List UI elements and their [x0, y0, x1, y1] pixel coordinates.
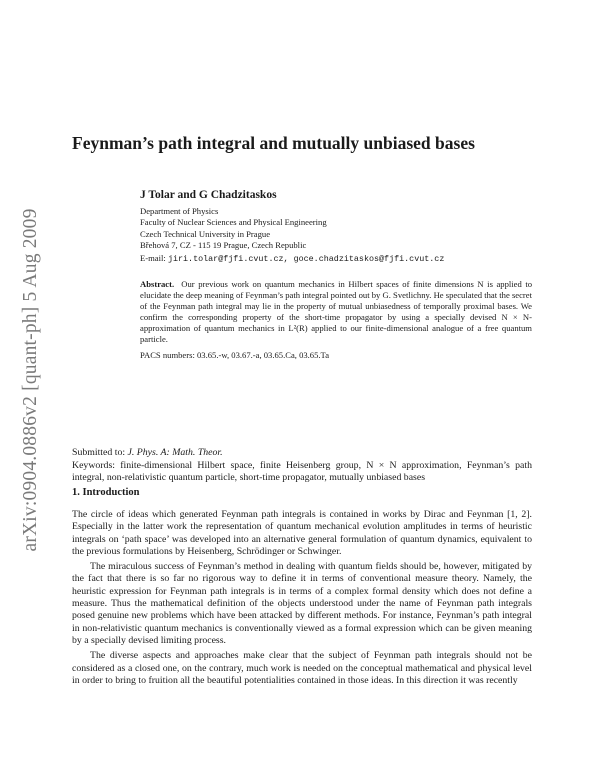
arxiv-identifier-stamp [16, 190, 46, 570]
paragraph: The diverse aspects and approaches make clear that the subject of Feynman path integrals should not be considered as a closed one, on the contrary, much work is needed on the conceptual mathematical and physical level in order to bring to fruition all the beautiful potentialities contained in those ideas. In this direction it was recently [72, 650, 532, 686]
abstract-text: Our previous work on quantum mechanics in Hilbert spaces of finite dimensions N is applied to elucidate the deep meaning of Feynman’s path integral pointed out by G. Svetlichny. He speculated that the secret of the Feynman path integral may lie in the property of mutual unbiasedness of temporally proximal bases. We confirm the corresponding property of the short-time propagator by using a specially devised N × N-approximation of quantum mechanics in L²(R) applied to our finite-dimensional analogue of a free quantum particle. [140, 279, 533, 345]
keywords: Keywords: finite-dimensional Hilbert space, finite Heisenberg group, N × N approximation, Feynman’s path integral, non-relativistic quantum particle, short-time propagator, mutually unbiased bases [72, 460, 532, 484]
submitted-to [72, 447, 223, 458]
affiliation-line: Faculty of Nuclear Sciences and Physical Engineering [140, 217, 327, 228]
abstract-label: Abstract. [140, 279, 175, 289]
email-label: E-mail: [140, 253, 166, 263]
journal-name: J. Phys. A: Math. Theor. [127, 447, 223, 458]
affiliation-block [140, 206, 327, 251]
affiliation-line: Department of Physics [140, 206, 219, 216]
submitted-label: Submitted to: [72, 447, 126, 458]
affiliation-line: Břehová 7, CZ - 115 19 Prague, Czech Republic [140, 239, 307, 250]
introduction-body [72, 509, 532, 690]
affiliation-line: Czech Technical University in Prague [140, 228, 271, 239]
paper-authors: J Tolar and G Chadzitaskos [140, 189, 277, 201]
abstract [140, 279, 532, 346]
paper-title: Feynman’s path integral and mutually unbiased bases [72, 133, 475, 153]
paragraph: The circle of ideas which generated Feynman path integrals is contained in works by Dirac and Feynman [1, 2]. Especially in the latter work the representation of quantum mechanical evolution amplitudes in terms of heuristic integrals on ‘path space’ was developed into an alternative general formulation of quantum dynamics, equivalent to the previous formulations by Heisenberg, Schrödinger or Schwinger. [72, 509, 532, 557]
email-addresses: jiri.tolar@fjfi.cvut.cz, goce.chadzitaskos@fjfi.cvut.cz [167, 254, 445, 264]
pacs-numbers: PACS numbers: 03.65.-w, 03.67.-a, 03.65.Ca, 03.65.Ta [140, 350, 330, 360]
section-heading: 1. Introduction [72, 487, 140, 498]
arxiv-stamp-text: arXiv:0904.0886v2 [quant-ph] 5 Aug 2009 [20, 208, 41, 552]
email-line [140, 253, 444, 264]
paragraph: The miraculous success of Feynman’s method in dealing with quantum fields should be, however, mitigated by the fact that there is so far no rigorous way to define it in terms of conventional measure theory. Namely, the heuristic expression for Feynman path integrals is in terms of a complex formal density which does not define a measure. Thus the mathematical definition of the objects understood under the name of Feynman path integrals posed genuine new problems which have been attacked by different methods. For instance, Feynman’s path integral in non-relativistic quantum mechanics is conventionally viewed as a formal expression which can be given meaning by a specially devised limiting process. [72, 561, 532, 646]
